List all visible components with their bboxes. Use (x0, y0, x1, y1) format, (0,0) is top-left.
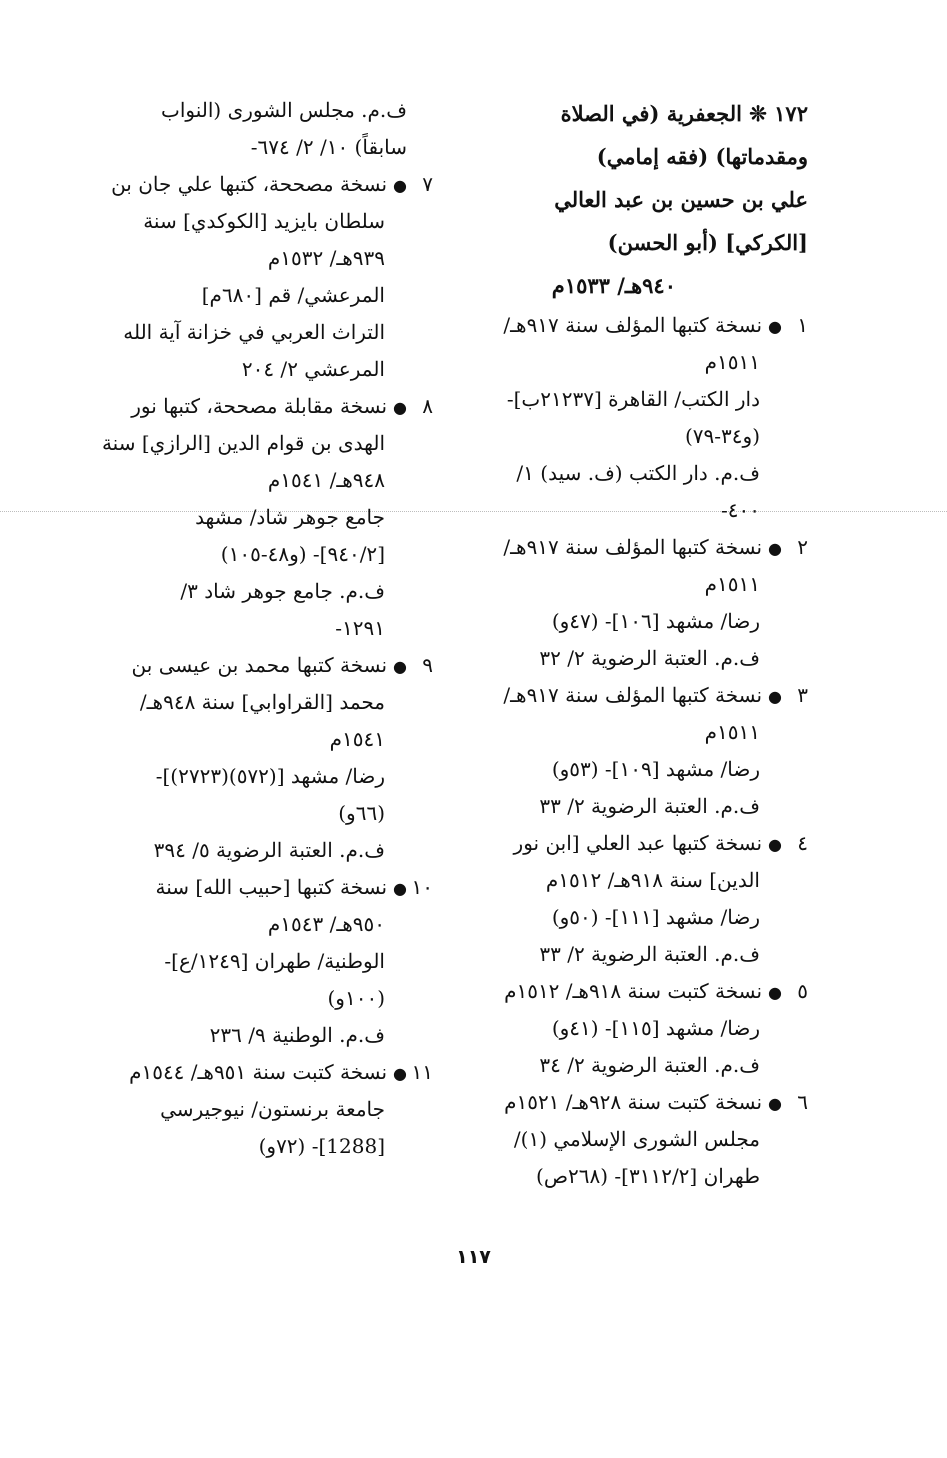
entry-text: رضا/ مشهد [١١١]- (٥٠و) (551, 905, 760, 929)
entry-line (478, 899, 808, 936)
entry-line (478, 344, 808, 381)
entry-line (97, 536, 433, 573)
manuscript-entry (478, 973, 808, 1084)
entry-text: (٦٦و) (338, 801, 385, 825)
entry-text: رضا/ مشهد [١٠٦]- (٤٧و) (551, 609, 760, 633)
entry-line (478, 1010, 808, 1047)
entry-text: ف.م. العتبة الرضوية ٢/ ٣٣ (539, 942, 760, 966)
heading-line: ومقدماتها) (فقه إمامي) (596, 144, 808, 169)
entry-number: ٩ (422, 653, 433, 677)
entry-number: ٥ (797, 979, 808, 1003)
bullet-icon: ● (393, 657, 407, 676)
entry-text: [1288]- (٧٢و) (258, 1134, 385, 1158)
manuscript-entry (97, 647, 433, 869)
manuscript-entry (478, 825, 808, 973)
entry-text: نسخة كتبها عبد العلي [ابن نور (513, 831, 763, 855)
entry-line (478, 1158, 808, 1195)
entry-text: ٤٠٠- (721, 498, 760, 522)
entry-text: جامع جوهر شاد/ مشهد (195, 505, 385, 529)
entry-line (97, 1091, 433, 1128)
entry-line (478, 566, 808, 603)
entry-text: ١٥١١م (704, 720, 760, 744)
manuscript-entry (478, 529, 808, 677)
entry-line (478, 455, 808, 492)
entry-number: ٢ (797, 535, 808, 559)
entry-line (97, 943, 433, 980)
entry-text: نسخة كتبها المؤلف سنة ٩١٧هـ/ (503, 313, 763, 337)
bullet-icon: ● (768, 983, 782, 1002)
entry-text: ١٢٩١- (335, 616, 385, 640)
entry-line (478, 1047, 808, 1084)
bullet-icon: ● (768, 1094, 782, 1113)
entry-line (97, 980, 433, 1017)
entry-line (97, 573, 433, 610)
entry-line (478, 714, 808, 751)
manuscript-entry (97, 166, 433, 388)
entry-text: ف.م. العتبة الرضوية ٢/ ٣٢ (539, 646, 760, 670)
page-number: ١١٧ (456, 1246, 491, 1268)
entry-line (478, 492, 808, 529)
text-line: ف.م. مجلس الشورى (النواب (161, 98, 407, 122)
entry-text: نسخة كتبت سنة ٩٢٨هـ/ ١٥٢١م (504, 1090, 763, 1114)
entry-text: ف.م. العتبة الرضوية ٢/ ٣٤ (539, 1053, 760, 1077)
entry-line (97, 499, 433, 536)
entry-line (478, 751, 808, 788)
entry-text: نسخة كتبها محمد بن عيسى بن (131, 653, 388, 677)
entry-text: نسخة كتبت سنة ٩٥١هـ/ ١٥٤٤م (129, 1060, 388, 1084)
entry-first-line (478, 973, 808, 1010)
entry-heading (478, 92, 808, 307)
entry-text: سلطان بايزيد [الكوكدي] سنة (143, 209, 385, 233)
entry-first-line (478, 529, 808, 566)
entry-text: [٩٤٠/٢]- (و٤٨-١٠٥) (220, 542, 385, 566)
entry-line (478, 862, 808, 899)
entry-first-line (478, 825, 808, 862)
entry-text: الوطنية/ طهران [١٢٤٩/ع]- (164, 949, 385, 973)
entry-text: ٩٣٩هـ/ ١٥٣٢م (267, 246, 385, 270)
entry-text: مجلس الشورى الإسلامي (١)/ (513, 1127, 760, 1151)
entry-line (97, 314, 433, 351)
entry-text: طهران [٣١١٢/٢]- (٢٦٨ص) (536, 1164, 760, 1188)
entry-number: ٣ (797, 683, 808, 707)
entry-text: ف.م. الوطنية ٩/ ٢٣٦ (209, 1023, 385, 1047)
right-column (478, 92, 808, 1195)
bullet-icon: ● (768, 687, 782, 706)
bullet-icon: ● (393, 1064, 407, 1083)
entry-line (97, 610, 433, 647)
entry-text: نسخة كتبها [حبيب الله] سنة (155, 875, 388, 899)
entry-text: دار الكتب/ القاهرة [٢١٢٣٧ب]- (506, 387, 760, 411)
entry-line (97, 1017, 433, 1054)
entry-line (97, 832, 433, 869)
entry-line (97, 203, 433, 240)
entry-text: جامعة برنستون/ نيوجيرسي (160, 1097, 385, 1121)
entry-text: نسخة كتبت سنة ٩١٨هـ/ ١٥١٢م (504, 979, 763, 1003)
entry-number: ٨ (422, 394, 433, 418)
heading-line: ١٧٢ ❊ الجعفرية (في الصلاة (560, 101, 808, 126)
entry-line (97, 462, 433, 499)
entry-line (97, 684, 433, 721)
entry-text: نسخة كتبها المؤلف سنة ٩١٧هـ/ (503, 683, 763, 707)
entry-text: ١٥١١م (704, 572, 760, 596)
entry-line (97, 351, 433, 388)
bullet-icon: ● (768, 835, 782, 854)
entry-text: الهدى بن قوام الدين [الرازي] سنة (101, 431, 385, 455)
entry-text: نسخة مصححة، كتبها علي جان بن (111, 172, 388, 196)
entry-line (478, 603, 808, 640)
entry-number: ١٠ (411, 875, 433, 899)
entry-text: ف.م. جامع جوهر شاد ٣/ (180, 579, 385, 603)
entry-text: ١٥٤١م (329, 727, 385, 751)
entry-line (97, 277, 433, 314)
entry-text: التراث العربي في خزانة آية الله (123, 320, 385, 344)
heading-line: [الكركي] (أبو الحسن) (607, 230, 808, 255)
entry-line (97, 721, 433, 758)
manuscript-entry (97, 869, 433, 1054)
entry-line (478, 936, 808, 973)
entry-number: ١١ (411, 1060, 433, 1084)
entry-text: ١٥١١م (704, 350, 760, 374)
entry-number: ٧ (422, 172, 433, 196)
entry-line (97, 758, 433, 795)
entry-first-line (97, 869, 433, 906)
manuscript-entry (97, 1054, 433, 1165)
manuscript-list (478, 307, 808, 1195)
bullet-icon: ● (768, 539, 782, 558)
bullet-icon: ● (393, 176, 407, 195)
manuscript-entry (478, 307, 808, 529)
entry-text: ف.م. العتبة الرضوية ٢/ ٣٣ (539, 794, 760, 818)
entry-first-line (478, 307, 808, 344)
manuscript-entry (478, 677, 808, 825)
text-line: سابقاً) ١٠/ ٢/ ٦٧٤- (250, 135, 407, 159)
entry-line (478, 381, 808, 418)
entry-number: ٦ (797, 1090, 808, 1114)
entry-text: المرعشي/ قم [٦٨٠م] (201, 283, 385, 307)
manuscript-entry (478, 1084, 808, 1195)
entry-text: ٩٥٠هـ/ ١٥٤٣م (267, 912, 385, 936)
entry-first-line (478, 1084, 808, 1121)
entry-line (97, 240, 433, 277)
entry-line (478, 418, 808, 455)
entry-first-line (97, 388, 433, 425)
entry-number: ٤ (797, 831, 808, 855)
bullet-icon: ● (393, 398, 407, 417)
entry-first-line (478, 677, 808, 714)
entry-first-line (97, 1054, 433, 1091)
entry-text: رضا/ مشهد [(٥٧٢)(٢٧٢٣)]- (155, 764, 385, 788)
entry-text: محمد [القراوابي] سنة ٩٤٨هـ/ (139, 690, 385, 714)
entry-line (97, 425, 433, 462)
entry-text: الدين] سنة ٩١٨هـ/ ١٥١٢م (545, 868, 760, 892)
continuation-text (97, 92, 433, 166)
manuscript-entry (97, 388, 433, 647)
entry-text: المرعشي ٢/ ٢٠٤ (241, 357, 385, 381)
bullet-icon: ● (768, 317, 782, 336)
entry-text: (١٠٠و) (327, 986, 385, 1010)
entry-text: رضا/ مشهد [١١٥]- (٤١و) (551, 1016, 760, 1040)
left-column (97, 92, 433, 1165)
entry-text: نسخة كتبها المؤلف سنة ٩١٧هـ/ (503, 535, 763, 559)
manuscript-list (97, 166, 433, 1165)
entry-line (478, 640, 808, 677)
heading-line: علي بن حسين بن عبد العالي (554, 187, 808, 212)
entry-text: ٩٤٨هـ/ ١٥٤١م (267, 468, 385, 492)
entry-first-line (97, 166, 433, 203)
entry-number: ١ (797, 313, 808, 337)
entry-text: رضا/ مشهد [١٠٩]- (٥٣و) (551, 757, 760, 781)
entry-line (97, 906, 433, 943)
heading-line: ٩٤٠هـ/ ١٥٣٣م (551, 273, 676, 298)
entry-line (478, 1121, 808, 1158)
entry-text: (و٣٤-٧٩) (684, 424, 760, 448)
entry-text: ف.م. دار الكتب (ف. سيد) ١/ (516, 461, 760, 485)
entry-text: نسخة مقابلة مصححة، كتبها نور (131, 394, 388, 418)
entry-line (478, 788, 808, 825)
entry-first-line (97, 647, 433, 684)
entry-line (97, 795, 433, 832)
entry-line (97, 1128, 433, 1165)
bullet-icon: ● (393, 879, 407, 898)
entry-text: ف.م. العتبة الرضوية ٥/ ٣٩٤ (153, 838, 385, 862)
